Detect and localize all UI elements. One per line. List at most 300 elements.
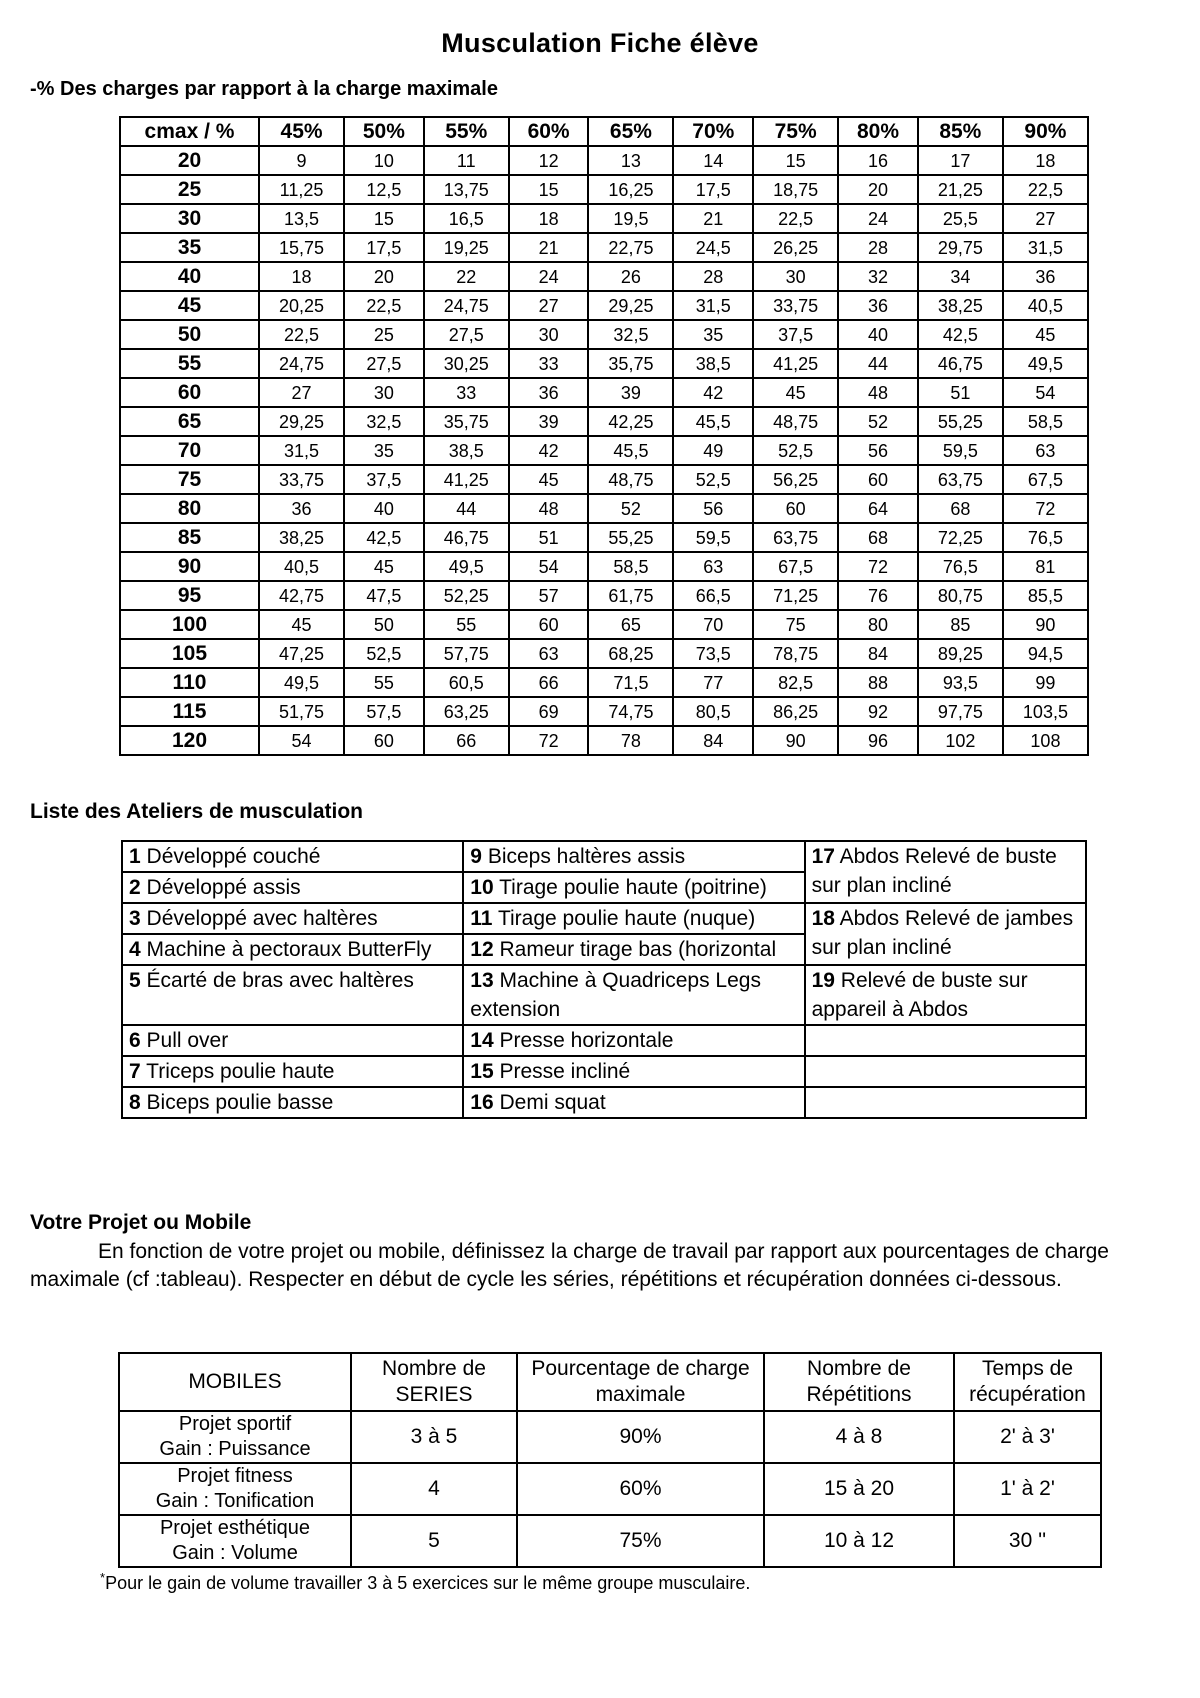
charge-cell: 73,5 [673,639,753,668]
charge-cell: 20 [344,262,424,291]
charge-cell: 18 [509,204,589,233]
charge-cell: 22,5 [753,204,838,233]
charge-cell: 68,25 [588,639,673,668]
cmax-cell: 105 [120,639,259,668]
mobile-pourcentage: 90% [517,1411,764,1463]
atelier-item: 6 Pull over [122,1025,463,1056]
charge-cell: 9 [259,146,344,175]
charge-cell: 25 [344,320,424,349]
charge-cell: 108 [1003,726,1088,755]
cmax-cell: 100 [120,610,259,639]
charge-cell: 60 [509,610,589,639]
charge-cell: 35,75 [424,407,509,436]
charge-cell: 46,75 [424,523,509,552]
charge-cell: 22 [424,262,509,291]
charge-cell: 58,5 [1003,407,1088,436]
charge-table-row [120,291,1088,320]
charge-cell: 48,75 [753,407,838,436]
charge-cell: 60 [344,726,424,755]
charge-cell: 21 [673,204,753,233]
charge-table-row [120,639,1088,668]
charge-cell: 36 [259,494,344,523]
charge-cell: 54 [259,726,344,755]
charge-table-row [120,146,1088,175]
charge-cell: 63 [1003,436,1088,465]
charge-cell: 22,5 [1003,175,1088,204]
charge-cell: 56 [838,436,918,465]
mobile-recuperation: 1' à 2' [954,1463,1101,1515]
charge-cell: 49,5 [424,552,509,581]
charge-cell: 66 [509,668,589,697]
mobile-series: 4 [351,1463,517,1515]
charge-cell: 63 [509,639,589,668]
mobile-projet: Projet esthétique Gain : Volume [119,1515,351,1567]
charge-cell: 55,25 [588,523,673,552]
charge-cell: 38,5 [424,436,509,465]
charge-cell: 15 [753,146,838,175]
cmax-cell: 40 [120,262,259,291]
cmax-cell: 50 [120,320,259,349]
charge-cell: 72 [1003,494,1088,523]
charge-table-row [120,494,1088,523]
header-pct: 70% [673,117,753,146]
charge-cell: 15,75 [259,233,344,262]
header-pct: 50% [344,117,424,146]
charge-cell: 86,25 [753,697,838,726]
charge-cell: 64 [838,494,918,523]
charge-cell: 54 [1003,378,1088,407]
mobiles-row [119,1515,1101,1567]
charge-cell: 37,5 [344,465,424,494]
cmax-cell: 20 [120,146,259,175]
charge-cell: 27 [1003,204,1088,233]
charge-cell: 29,25 [588,291,673,320]
charge-table-row [120,436,1088,465]
charge-cell: 36 [1003,262,1088,291]
charge-cell: 63,75 [753,523,838,552]
charge-cell: 22,5 [259,320,344,349]
ateliers-table [121,840,1087,1119]
charge-cell: 33 [509,349,589,378]
charge-cell: 72,25 [918,523,1003,552]
charge-table-subtitle: -% Des charges par rapport à la charge maximale [30,78,498,100]
atelier-item: 19 Relevé de buste sur appareil à Abdos [805,965,1086,1025]
charge-cell: 15 [344,204,424,233]
charge-cell: 17,5 [344,233,424,262]
charge-cell: 58,5 [588,552,673,581]
charge-cell: 44 [838,349,918,378]
charge-cell: 45 [1003,320,1088,349]
charge-cell: 46,75 [918,349,1003,378]
charge-cell: 63 [673,552,753,581]
charge-table-row [120,204,1088,233]
atelier-empty-cell [805,1087,1086,1118]
charge-cell: 27 [259,378,344,407]
atelier-item: 8 Biceps poulie basse [122,1087,463,1118]
charge-cell: 77 [673,668,753,697]
mobile-repetitions: 15 à 20 [764,1463,954,1515]
cmax-cell: 25 [120,175,259,204]
charge-cell: 57,5 [344,697,424,726]
charge-cell: 40,5 [259,552,344,581]
charge-cell: 40 [344,494,424,523]
charge-cell: 45,5 [588,436,673,465]
charge-cell: 52,5 [673,465,753,494]
charge-cell: 59,5 [673,523,753,552]
mobile-recuperation: 2' à 3' [954,1411,1101,1463]
ateliers-title: Liste des Ateliers de musculation [30,800,363,823]
charge-cell: 52 [838,407,918,436]
mobile-recuperation: 30 '' [954,1515,1101,1567]
mobile-repetitions: 4 à 8 [764,1411,954,1463]
charge-cell: 27,5 [344,349,424,378]
mobile-series: 5 [351,1515,517,1567]
charge-cell: 21 [509,233,589,262]
atelier-item: 18 Abdos Relevé de jambes sur plan incliné [805,903,1086,965]
charge-cell: 84 [838,639,918,668]
cmax-cell: 45 [120,291,259,320]
charge-cell: 80,75 [918,581,1003,610]
charge-cell: 27,5 [424,320,509,349]
charge-cell: 88 [838,668,918,697]
charge-cell: 12 [509,146,589,175]
charge-table-row [120,407,1088,436]
charge-cell: 30,25 [424,349,509,378]
charge-cell: 67,5 [753,552,838,581]
charge-cell: 49,5 [259,668,344,697]
charge-cell: 40 [838,320,918,349]
charge-cell: 71,25 [753,581,838,610]
charge-cell: 42,75 [259,581,344,610]
charge-cell: 33,75 [753,291,838,320]
charge-table-row [120,552,1088,581]
charge-cell: 14 [673,146,753,175]
charge-cell: 21,25 [918,175,1003,204]
charge-cell: 68 [918,494,1003,523]
charge-cell: 17,5 [673,175,753,204]
charge-cell: 38,5 [673,349,753,378]
atelier-empty-cell [805,1025,1086,1056]
charge-cell: 30 [509,320,589,349]
cmax-cell: 35 [120,233,259,262]
charge-cell: 30 [753,262,838,291]
charge-cell: 10 [344,146,424,175]
charge-cell: 66 [424,726,509,755]
charge-cell: 71,5 [588,668,673,697]
charge-cell: 57,75 [424,639,509,668]
header-repetitions: Nombre de Répétitions [764,1353,954,1411]
charge-cell: 52,5 [344,639,424,668]
charge-cell: 32,5 [344,407,424,436]
charge-cell: 13,5 [259,204,344,233]
charge-cell: 27 [509,291,589,320]
charge-cell: 60 [753,494,838,523]
charge-cell: 18 [1003,146,1088,175]
charge-cell: 33 [424,378,509,407]
charge-cell: 45 [753,378,838,407]
charge-cell: 55,25 [918,407,1003,436]
header-mobiles: MOBILES [119,1353,351,1411]
cmax-cell: 115 [120,697,259,726]
cmax-cell: 70 [120,436,259,465]
cmax-cell: 30 [120,204,259,233]
mobile-pourcentage: 60% [517,1463,764,1515]
charge-cell: 78 [588,726,673,755]
cmax-cell: 80 [120,494,259,523]
charge-cell: 11,25 [259,175,344,204]
charge-cell: 35,75 [588,349,673,378]
charge-cell: 72 [838,552,918,581]
atelier-item: 16 Demi squat [463,1087,804,1118]
charge-cell: 24 [509,262,589,291]
charge-cell: 20,25 [259,291,344,320]
charge-cell: 47,5 [344,581,424,610]
charge-cell: 85 [918,610,1003,639]
header-series: Nombre de SERIES [351,1353,517,1411]
charge-cell: 35 [673,320,753,349]
charge-cell: 45 [344,552,424,581]
charge-cell: 19,25 [424,233,509,262]
charge-cell: 94,5 [1003,639,1088,668]
charge-cell: 75 [753,610,838,639]
mobile-series: 3 à 5 [351,1411,517,1463]
atelier-item: 13 Machine à Quadriceps Legs extension [463,965,804,1025]
projet-title: Votre Projet ou Mobile [30,1211,252,1234]
charge-cell: 74,75 [588,697,673,726]
charge-cell: 102 [918,726,1003,755]
charge-cell: 63,75 [918,465,1003,494]
charge-cell: 92 [838,697,918,726]
charge-table-row [120,262,1088,291]
header-pct: 80% [838,117,918,146]
charge-cell: 40,5 [1003,291,1088,320]
charge-percentage-table [119,116,1089,756]
charge-cell: 49 [673,436,753,465]
charge-cell: 96 [838,726,918,755]
charge-cell: 22,5 [344,291,424,320]
charge-table-row [120,726,1088,755]
charge-cell: 39 [509,407,589,436]
charge-cell: 39 [588,378,673,407]
header-pct: 45% [259,117,344,146]
charge-cell: 24,75 [259,349,344,378]
charge-cell: 54 [509,552,589,581]
charge-cell: 32,5 [588,320,673,349]
charge-cell: 84 [673,726,753,755]
charge-cell: 76 [838,581,918,610]
atelier-item: 5 Écarté de bras avec haltères [122,965,463,1025]
projet-paragraph: En fonction de votre projet ou mobile, définissez la charge de travail par rapport aux pourcentages de charge maximale (cf :tableau). Respecter en début de cycle les séries, répétitions et récupération données ci-dessous. [30,1240,1109,1291]
charge-cell: 99 [1003,668,1088,697]
charge-table-row [120,610,1088,639]
cmax-cell: 95 [120,581,259,610]
atelier-item: 1 Développé couché [122,841,463,872]
charge-table-row [120,523,1088,552]
charge-table-row [120,697,1088,726]
charge-cell: 18,75 [753,175,838,204]
mobile-projet: Projet fitness Gain : Tonification [119,1463,351,1515]
charge-cell: 15 [509,175,589,204]
cmax-cell: 85 [120,523,259,552]
charge-table-row [120,320,1088,349]
charge-cell: 18 [259,262,344,291]
charge-cell: 16 [838,146,918,175]
charge-cell: 57 [509,581,589,610]
atelier-item: 7 Triceps poulie haute [122,1056,463,1087]
charge-cell: 48,75 [588,465,673,494]
charge-cell: 13 [588,146,673,175]
atelier-item: 3 Développé avec haltères [122,903,463,934]
atelier-item: 2 Développé assis [122,872,463,903]
charge-cell: 48 [509,494,589,523]
header-cmax: cmax / % [120,117,259,146]
charge-cell: 42,5 [918,320,1003,349]
charge-cell: 13,75 [424,175,509,204]
charge-cell: 32 [838,262,918,291]
charge-cell: 33,75 [259,465,344,494]
charge-cell: 25,5 [918,204,1003,233]
charge-table-row [120,581,1088,610]
cmax-cell: 55 [120,349,259,378]
charge-table-header-row [120,117,1088,146]
charge-cell: 37,5 [753,320,838,349]
header-pct: 75% [753,117,838,146]
charge-cell: 17 [918,146,1003,175]
charge-cell: 41,25 [753,349,838,378]
charge-cell: 85,5 [1003,581,1088,610]
charge-cell: 90 [753,726,838,755]
cmax-cell: 60 [120,378,259,407]
charge-table-row [120,175,1088,204]
charge-cell: 42 [673,378,753,407]
charge-cell: 28 [838,233,918,262]
charge-cell: 30 [344,378,424,407]
footnote: *Pour le gain de volume travailler 3 à 5 exercices sur le même groupe musculaire. [100,1570,751,1593]
atelier-item: 4 Machine à pectoraux ButterFly [122,934,463,965]
charge-cell: 52 [588,494,673,523]
charge-cell: 29,25 [259,407,344,436]
charge-cell: 72 [509,726,589,755]
mobile-repetitions: 10 à 12 [764,1515,954,1567]
charge-cell: 19,5 [588,204,673,233]
charge-cell: 50 [344,610,424,639]
charge-cell: 45,5 [673,407,753,436]
charge-cell: 90 [1003,610,1088,639]
charge-cell: 36 [509,378,589,407]
mobile-pourcentage: 75% [517,1515,764,1567]
charge-cell: 24 [838,204,918,233]
mobiles-row [119,1463,1101,1515]
atelier-item: 15 Presse incliné [463,1056,804,1087]
charge-cell: 51 [918,378,1003,407]
charge-cell: 69 [509,697,589,726]
charge-cell: 38,25 [918,291,1003,320]
atelier-item: 12 Rameur tirage bas (horizontal [463,934,804,965]
charge-cell: 60 [838,465,918,494]
page-title: Musculation Fiche élève [441,28,759,58]
charge-cell: 35 [344,436,424,465]
header-recuperation: Temps de récupération [954,1353,1101,1411]
charge-cell: 67,5 [1003,465,1088,494]
charge-cell: 41,25 [424,465,509,494]
charge-table-row [120,233,1088,262]
charge-cell: 28 [673,262,753,291]
charge-cell: 47,25 [259,639,344,668]
atelier-item: 11 Tirage poulie haute (nuque) [463,903,804,934]
charge-cell: 70 [673,610,753,639]
charge-cell: 34 [918,262,1003,291]
charge-cell: 29,75 [918,233,1003,262]
charge-cell: 48 [838,378,918,407]
charge-cell: 82,5 [753,668,838,697]
charge-cell: 76,5 [1003,523,1088,552]
charge-table-row [120,349,1088,378]
charge-table-body [120,146,1088,755]
atelier-item: 17 Abdos Relevé de buste sur plan incliné [805,841,1086,903]
charge-cell: 11 [424,146,509,175]
atelier-item: 9 Biceps haltères assis [463,841,804,872]
charge-cell: 66,5 [673,581,753,610]
cmax-cell: 90 [120,552,259,581]
header-pct: 65% [588,117,673,146]
charge-cell: 51,75 [259,697,344,726]
charge-cell: 52,5 [753,436,838,465]
charge-cell: 45 [259,610,344,639]
charge-cell: 51 [509,523,589,552]
charge-cell: 103,5 [1003,697,1088,726]
header-pourcentage: Pourcentage de charge maximale [517,1353,764,1411]
charge-table-row [120,668,1088,697]
charge-cell: 80,5 [673,697,753,726]
charge-cell: 80 [838,610,918,639]
charge-cell: 78,75 [753,639,838,668]
charge-cell: 38,25 [259,523,344,552]
atelier-item: 14 Presse horizontale [463,1025,804,1056]
charge-cell: 52,25 [424,581,509,610]
mobiles-row [119,1411,1101,1463]
charge-cell: 31,5 [673,291,753,320]
charge-cell: 55 [344,668,424,697]
charge-cell: 59,5 [918,436,1003,465]
charge-cell: 16,25 [588,175,673,204]
charge-cell: 22,75 [588,233,673,262]
atelier-item: 10 Tirage poulie haute (poitrine) [463,872,804,903]
mobile-projet: Projet sportif Gain : Puissance [119,1411,351,1463]
charge-cell: 55 [424,610,509,639]
charge-cell: 42 [509,436,589,465]
charge-table-row [120,465,1088,494]
header-pct: 60% [509,117,589,146]
charge-cell: 76,5 [918,552,1003,581]
charge-cell: 63,25 [424,697,509,726]
charge-table-row [120,378,1088,407]
charge-cell: 31,5 [1003,233,1088,262]
charge-cell: 26,25 [753,233,838,262]
charge-cell: 45 [509,465,589,494]
header-pct: 55% [424,117,509,146]
charge-cell: 16,5 [424,204,509,233]
mobiles-table [118,1352,1102,1568]
charge-cell: 42,25 [588,407,673,436]
charge-cell: 93,5 [918,668,1003,697]
charge-cell: 24,75 [424,291,509,320]
charge-cell: 56,25 [753,465,838,494]
charge-cell: 31,5 [259,436,344,465]
charge-cell: 20 [838,175,918,204]
charge-cell: 81 [1003,552,1088,581]
charge-cell: 49,5 [1003,349,1088,378]
charge-cell: 12,5 [344,175,424,204]
